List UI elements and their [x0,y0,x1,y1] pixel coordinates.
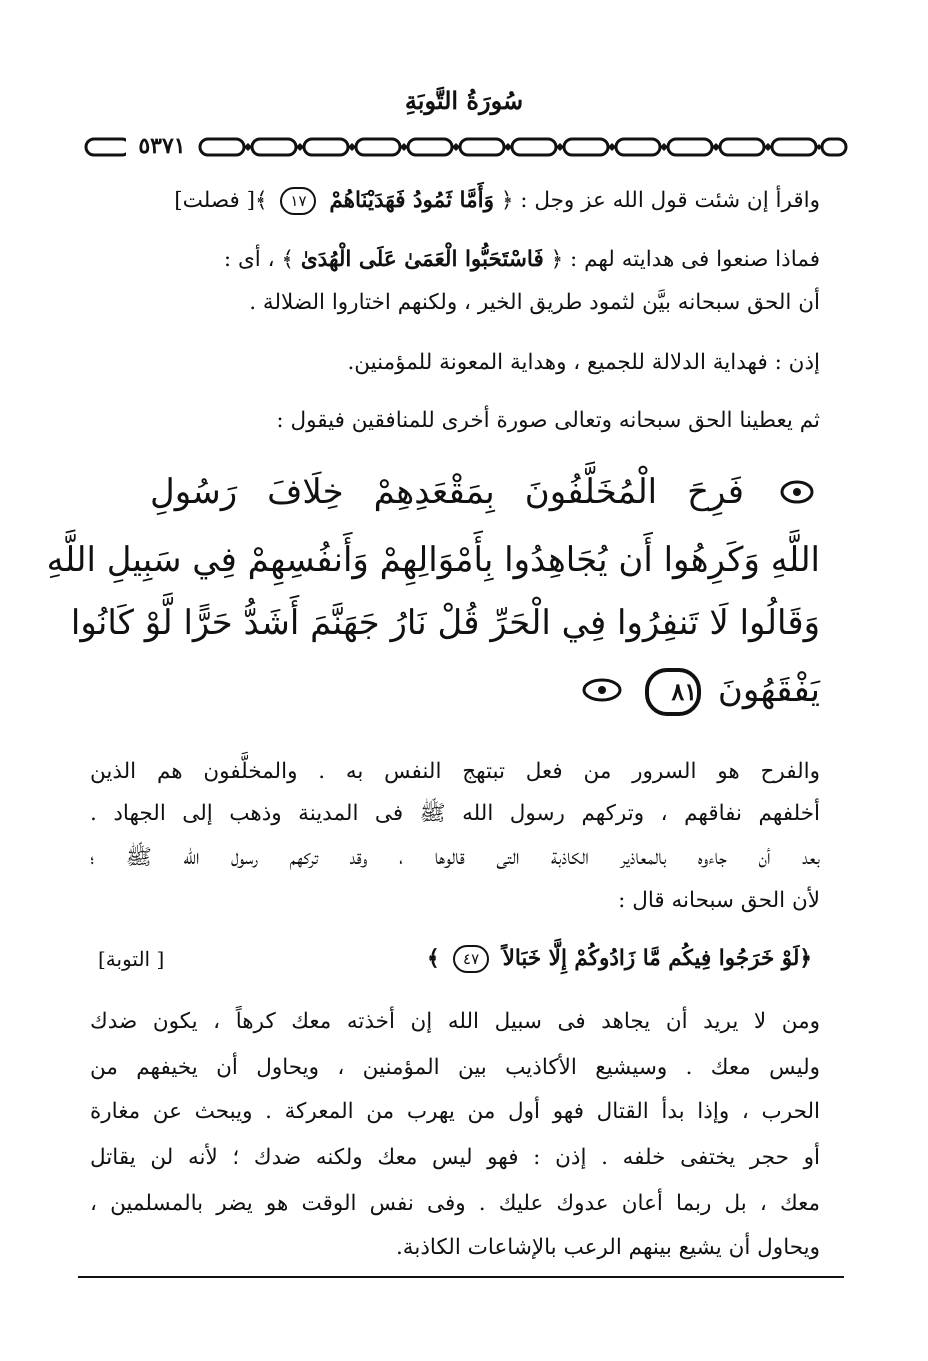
page-number: ٥٣٧١ [126,132,198,160]
ayah-line-1 [150,466,820,520]
line-1-reference: ﴾[ فصلت] [174,188,268,213]
line-2-quote: فَاسْتَحَبُّوا الْعَمَىٰ عَلَى الْهُدَىٰ [300,247,544,272]
para1-line-1: والفرح هو السرور من فعل تبتهج النفس به . والمخلَّفون هم الذين [90,759,820,784]
quote-2-close: ﴾ [427,946,440,971]
para1-line-4: لأن الحق سبحانه قال : [618,888,820,913]
ayah-end-flower-icon [582,666,622,718]
line-2-tail: ﴾ ، أى : [223,247,294,272]
footer-rule [78,1276,844,1278]
text-line-4: إذن : فهداية الدلالة للجميع ، وهداية المعونة للمؤمنين. [347,350,820,375]
para2-line-1: ومن لا يريد أن يجاهد فى سبيل الله إن أخذته معك كرهاً ، يكون ضدك [90,1009,820,1034]
quote-2-text: ﴿لَوْ خَرَجُوا فِيكُم مَّا زَادُوكُمْ إِلَّا خَبَالاً [502,946,812,971]
text-line-2 [224,244,820,276]
ayah-line-2: اللَّهِ وَكَرِهُوا أَن يُجَاهِدُوا بِأَمْوَالِهِمْ وَأَنفُسِهِمْ فِي سَبِيلِ اللَّهِ [46,540,820,580]
ayah-line-1-text: فَرِحَ الْمُخَلَّفُونَ بِمَقْعَدِهِمْ خِلَافَ رَسُولِ [150,472,745,512]
text-line-1 [174,185,820,217]
ayah-line-4 [576,664,820,718]
surah-title: سُورَةُ التَّوبَةِ [404,86,524,115]
quote-2-number-badge: ٤٧ [453,945,489,973]
text-line-5: ثم يعطينا الحق سبحانه وتعالى صورة أخرى للمنافقين فيقول : [276,408,820,433]
para1-line-3: بعد أن جاءوه بالمعاذير الكاذبة التى قالوها ، وقد تركهم رسول الله ﷺ ؛ [90,845,820,870]
ayah-start-flower-icon [780,468,814,520]
para2-line-5: معك ، بل ربما أعان عدوك عليك . وفى نفس الوقت هو يضر بالمسلمين ، [90,1191,820,1216]
ayah-number-badge-large: ٨١ [645,668,701,716]
line-1-text: واقرأ إن شئت قول الله عز وجل : ﴿ [500,188,820,213]
ayah-line-3: وَقَالُوا لَا تَنفِرُوا فِي الْحَرِّ قُلْ نَارُ جَهَنَّمَ أَشَدُّ حَرًّا لَّوْ كَانُوا [70,603,820,643]
line-1-quote: وَأَمَّا ثَمُودُ فَهَدَيْنَاهُمْ [329,188,494,213]
text-line-3: أن الحق سبحانه بيَّن لثمود طريق الخير ، ولكنهم اختاروا الضلالة . [249,290,820,315]
para2-line-2: وليس معك . وسيشيع الأكاذيب بين المؤمنين ، ويحاول أن يخيفهم من [90,1055,820,1080]
quote-2-reference: [ التوبة] [98,947,165,971]
para2-line-6: ويحاول أن يشيع بينهم الرعب بالإشاعات الكاذبة. [395,1235,820,1260]
para2-line-3: الحرب ، وإذا بدأ القتال فهو أول من يهرب من المعركة . ويبحث عن مغارة [90,1099,820,1124]
ayah-number-badge: ١٧ [280,187,316,215]
para1-line-2: أخلفهم نفاقهم ، وتركهم رسول الله ﷺ فى المدينة وذهب إلى الجهاد . [90,801,820,826]
para2-line-4: أو حجر يختفى خلفه . إذن : فهو ليس معك ولكنه ضدك ؛ لأنه لن يقاتل [90,1145,820,1170]
line-2-text: فماذا صنعوا فى هدايته لهم : ﴿ [550,247,820,272]
ayah-line-4-text: يَفْقَهُونَ [717,670,820,710]
quote-2 [427,943,812,975]
